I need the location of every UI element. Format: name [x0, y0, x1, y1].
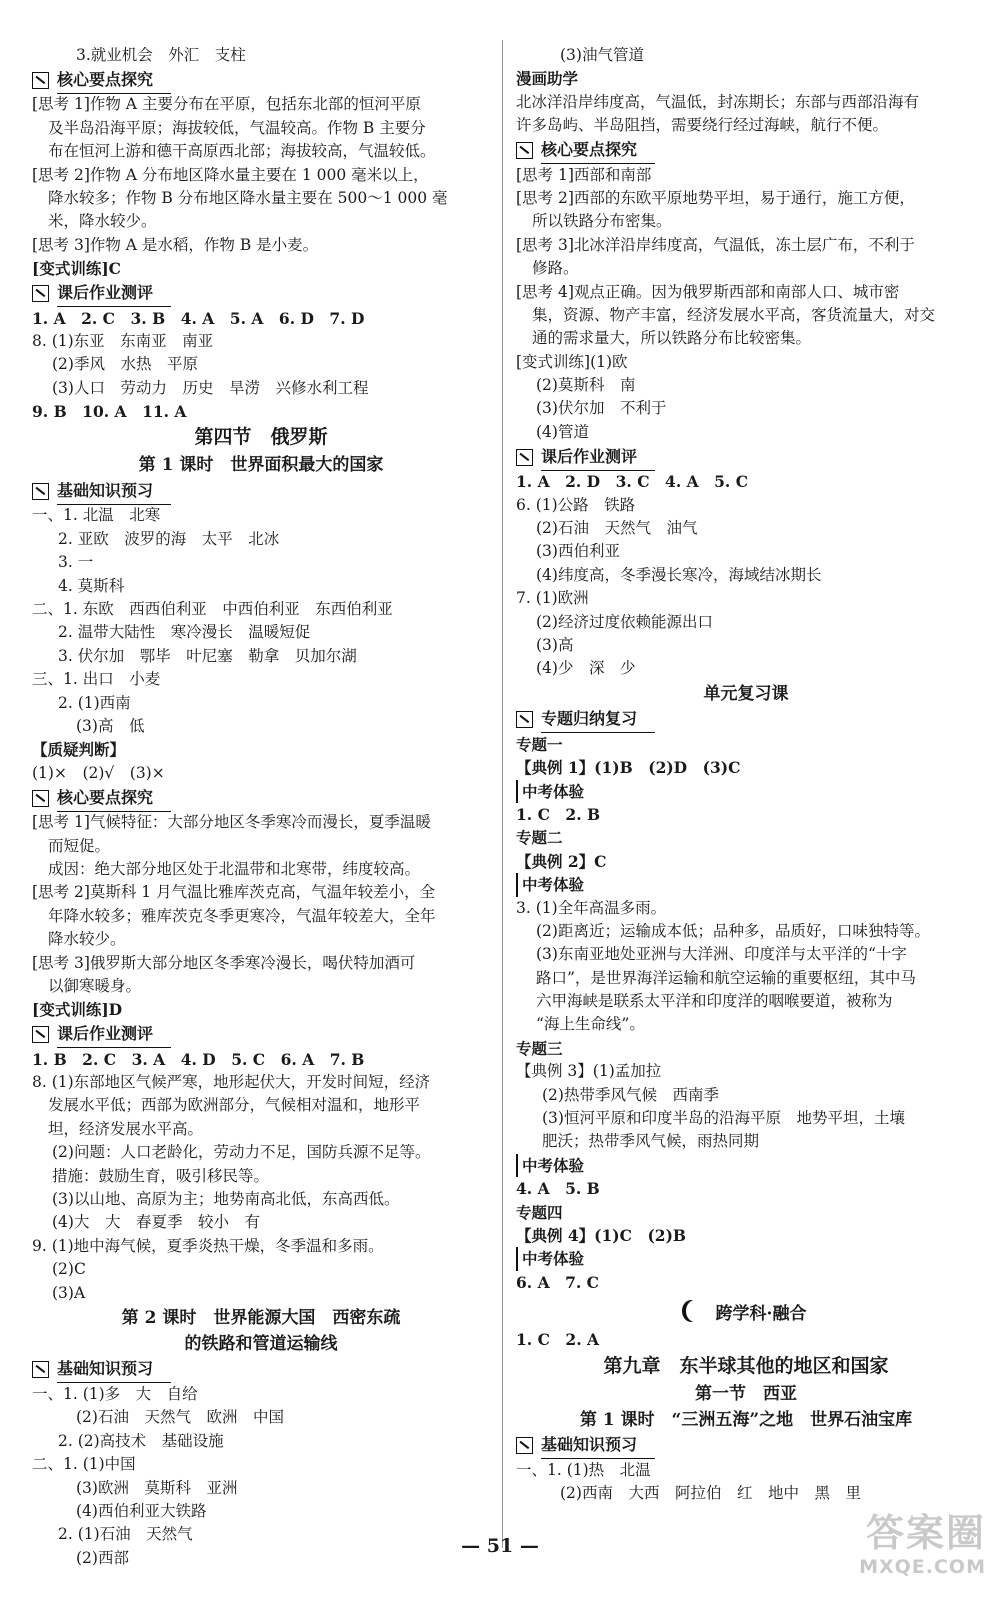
answer-line: 漫画助学 — [516, 69, 579, 89]
pencil-box-icon — [32, 1361, 49, 1378]
section-header — [516, 444, 976, 470]
answer-line: (3)A — [52, 1283, 86, 1302]
answer-line: [思考 1]气候特征：大部分地区冬季寒冷而漫长，夏季温暖 — [32, 813, 431, 832]
answer-line: 【典例 4】(1)C (2)B — [516, 1225, 687, 1245]
pencil-box-icon — [32, 790, 49, 807]
left-column — [32, 44, 490, 1570]
answer-line: (3)恒河平原和印度半岛的沿海平原 地势平坦，土壤 — [542, 1109, 905, 1128]
answer-line: 1. C 2. B — [516, 804, 601, 824]
answer-line: (3)欧洲 莫斯科 亚洲 — [76, 1478, 238, 1497]
answer-line: 9. (1)地中海气候，夏季炎热干燥，冬季温和多雨。 — [32, 1236, 384, 1255]
section-header-label: 课后作业测评 — [57, 1021, 171, 1048]
answer-line: 3. 一 — [58, 553, 94, 572]
answer-line: 米，降水较少。 — [48, 212, 157, 231]
answer-line: 一、1. 北温 北寒 — [32, 506, 161, 525]
exam-experience-text: 中考体验 — [516, 1247, 584, 1270]
answer-line: 而短促。 — [48, 836, 111, 855]
answer-line: 坦，经济发展水平高。 — [48, 1119, 204, 1138]
pencil-box-icon — [32, 72, 49, 89]
lesson-title: 第一节 西亚 — [695, 1383, 797, 1404]
section-header — [32, 785, 490, 811]
answer-line: (2)热带季风气候 西南季 — [542, 1085, 719, 1104]
answer-line: (4)纬度高，冬季漫长寒冷，海域结冰期长 — [536, 565, 822, 584]
column-divider — [502, 40, 503, 1548]
answer-line: 2. (1)石油 天然气 — [58, 1525, 193, 1544]
answer-line: 3.就业机会 外汇 支柱 — [76, 46, 246, 64]
answer-line: 及半岛沿海平原；海拔较低，气温较高。作物 B 主要分 — [48, 118, 426, 137]
section-header-label: 基础知识预习 — [541, 1432, 655, 1459]
answer-line: 2. (1)西南 — [58, 693, 131, 712]
answer-line: (1)× (2)√ (3)× — [32, 763, 165, 782]
answer-line: 发展水平低；西部为欧洲部分，气候相对温和，地形平 — [48, 1096, 421, 1115]
answer-line: 专题三 — [516, 1038, 563, 1058]
section-header-label: 核心要点探究 — [57, 785, 171, 812]
section-header-label: 核心要点探究 — [541, 137, 655, 164]
answer-line: (3)伏尔加 不利于 — [536, 399, 667, 418]
answer-line: 北冰洋沿岸纬度高，气温低，封冻期长；东部与西部沿海有 — [516, 92, 920, 111]
answer-line: (3)高 — [536, 635, 574, 654]
pencil-box-icon — [32, 285, 49, 302]
answer-line: 1. A 2. C 3. B 4. A 5. A 6. D 7. D — [32, 308, 365, 328]
section-header-label: 专题归纳复习 — [541, 706, 655, 733]
answer-line: (2)问题：人口老龄化，劳动力不足，国防兵源不足等。 — [52, 1143, 431, 1162]
section-header — [32, 67, 490, 93]
answer-line: [思考 4]观点正确。因为俄罗斯西部和南部人口、城市密 — [516, 282, 900, 301]
answer-line: 1. C 2. A — [516, 1330, 600, 1350]
answer-line: (4)管道 — [536, 422, 589, 441]
exam-experience-text: 中考体验 — [516, 780, 584, 803]
cross-subject-header — [516, 1294, 976, 1328]
answer-line: [变式训练]C — [32, 259, 122, 279]
answer-line: 肥沃；热带季风气候，雨热同期 — [542, 1132, 760, 1151]
answer-line: 2. (2)高技术 基础设施 — [58, 1431, 224, 1450]
answer-line: (2)C — [52, 1260, 86, 1279]
answer-line: 【典例 3】(1)孟加拉 — [516, 1062, 662, 1081]
answer-line: [思考 2]作物 A 分布地区降水量主要在 1 000 毫米以上， — [32, 165, 429, 184]
answer-line: (2)季风 水热 平原 — [52, 355, 198, 374]
section-header-label: 基础知识预习 — [57, 1356, 171, 1383]
answer-line: 一、1. (1)多 大 自给 — [32, 1384, 198, 1403]
lesson-title: 第 1 课时 世界面积最大的国家 — [138, 455, 384, 476]
cross-subject-label: 跨学科·融合 — [715, 1303, 807, 1324]
exam-experience-label — [516, 780, 976, 803]
answer-line: (4)少 深 少 — [536, 659, 636, 678]
answer-line: 许多岛屿、半岛阻挡，需要绕行经过海峡，航行不便。 — [516, 116, 889, 135]
section-header — [32, 1022, 490, 1048]
answer-line: (3)高 低 — [76, 716, 145, 735]
pencil-box-icon — [32, 1026, 49, 1043]
section-header-label: 课后作业测评 — [57, 280, 171, 307]
lesson-title: 第 2 课时 世界能源大国 西密东疏 — [121, 1307, 401, 1328]
answer-line: 二、1. (1)中国 — [32, 1455, 136, 1474]
answer-line: (2)西南 大西 阿拉伯 红 地中 黑 里 — [560, 1483, 861, 1502]
answer-line: 7. (1)欧洲 — [516, 589, 589, 608]
answer-line: 六甲海峡是联系太平洋和印度洋的咽喉要道，被称为 — [536, 992, 893, 1011]
answer-line: 集，资源、物产丰富，经济发展水平高，客货流量大，对交 — [532, 305, 936, 324]
answer-line: “海上生命线”。 — [536, 1015, 645, 1034]
answer-line: (2)莫斯科 南 — [536, 376, 636, 395]
answer-line: 一、1. (1)热 北温 — [516, 1460, 651, 1479]
answer-line: [变式训练]D — [32, 1000, 123, 1020]
answer-line: (2)经济过度依赖能源出口 — [536, 612, 713, 631]
answer-line: 措施：鼓励生育，吸引移民等。 — [52, 1166, 270, 1185]
section-header — [32, 281, 490, 307]
answer-line: (2)西部 — [76, 1548, 129, 1567]
page-number: — 51 — — [461, 1535, 539, 1557]
answer-line: (3)人口 劳动力 历史 旱涝 兴修水利工程 — [52, 378, 369, 397]
section-header — [32, 478, 490, 504]
pencil-box-icon — [516, 142, 533, 159]
answer-line: 9. B 10. A 11. A — [32, 402, 187, 422]
answer-line: 三、1. 出口 小麦 — [32, 670, 161, 689]
answer-line: [思考 1]作物 A 主要分布在平原，包括东北部的恒河平原 — [32, 95, 421, 114]
answer-line: 以御寒暖身。 — [48, 976, 142, 995]
answer-line: (3)以山地、高原为主；地势南高北低，东高西低。 — [52, 1190, 400, 1209]
answer-line: 6. (1)公路 铁路 — [516, 495, 636, 514]
answer-line: 降水较多；作物 B 分布地区降水量主要在 500～1 000 毫 — [48, 188, 448, 207]
answer-line: (3)西伯利亚 — [536, 542, 620, 561]
section-header-label: 核心要点探究 — [57, 67, 171, 94]
answer-line: 所以铁路分布密集。 — [532, 212, 672, 231]
answer-line: (2)石油 天然气 欧洲 中国 — [76, 1408, 284, 1427]
answer-line: (4)大 大 春夏季 较小 有 — [52, 1213, 260, 1232]
answer-line: [思考 1]西部和南部 — [516, 165, 652, 184]
answer-line: (2)距离近；运输成本低；品种多，品质好，口味独特等。 — [536, 921, 930, 940]
answer-line: 【质疑判断】 — [32, 740, 126, 760]
pencil-box-icon — [32, 483, 49, 500]
section-header-label: 基础知识预习 — [57, 478, 171, 505]
answer-line: [思考 2]莫斯科 1 月气温比雅库茨克高，气温年较差小，全 — [32, 883, 436, 902]
section-header — [32, 1357, 490, 1383]
section-header — [516, 707, 976, 733]
exam-experience-label — [516, 1247, 976, 1270]
answer-line: 8. (1)东亚 东南亚 南亚 — [32, 331, 214, 350]
answer-line: 专题一 — [516, 734, 563, 754]
answer-line: 3. (1)全年高温多雨。 — [516, 898, 667, 917]
answer-line: 布在恒河上游和德干高原西北部；海拔较高，气温较低。 — [48, 142, 436, 161]
answer-line: 专题四 — [516, 1202, 563, 1222]
answer-line: [思考 3]北冰洋沿岸纬度高，气温低，冻土层广布，不利于 — [516, 235, 915, 254]
answer-line: 3. 伏尔加 鄂毕 叶尼塞 勒拿 贝加尔湖 — [58, 646, 357, 665]
exam-experience-text: 中考体验 — [516, 1154, 584, 1177]
section-header-label: 课后作业测评 — [541, 444, 655, 471]
answer-line: [思考 3]作物 A 是水稻，作物 B 是小麦。 — [32, 235, 319, 254]
answer-line: 6. A 7. C — [516, 1272, 600, 1292]
answer-line: (3)东南亚地处亚洲与大洋洲、印度洋与太平洋的“十字 — [536, 945, 907, 964]
answer-line: (3)油气管道 — [560, 46, 644, 64]
exam-experience-text: 中考体验 — [516, 873, 584, 896]
answer-line: 专题二 — [516, 828, 563, 848]
answer-line: 1. B 2. C 3. A 4. D 5. C 6. A 7. B — [32, 1049, 365, 1069]
exam-experience-label — [516, 873, 976, 896]
answer-line: [变式训练](1)欧 — [516, 352, 628, 371]
section-title: 第九章 东半球其他的地区和国家 — [603, 1354, 889, 1377]
answer-line: 2. 亚欧 波罗的海 太平 北冰 — [58, 529, 280, 548]
answer-line: 通的需求量大，所以铁路分布比较密集。 — [532, 329, 812, 348]
section-title: 第四节 俄罗斯 — [194, 426, 328, 449]
answer-line: 2. 温带大陆性 寒冷漫长 温暖短促 — [58, 623, 311, 642]
answer-line: 4. 莫斯科 — [58, 576, 125, 595]
lesson-title: 的铁路和管道运输线 — [184, 1333, 338, 1354]
answer-line: (2)石油 天然气 油气 — [536, 519, 698, 538]
answer-line: 二、1. 东欧 西西伯利亚 中西伯利亚 东西伯利亚 — [32, 600, 393, 619]
watermark-logo: 答案圈 MXQE.COM — [859, 1510, 986, 1578]
answer-line: 8. (1)东部地区气候严寒，地形起伏大，开发时间短，经济 — [32, 1073, 431, 1092]
lesson-title: 单元复习课 — [703, 683, 789, 704]
answer-line: 4. A 5. B — [516, 1179, 600, 1199]
answer-line: 路口”，是世界海洋运输和航空运输的重要枢纽，其中马 — [536, 968, 916, 987]
answer-line: 成因：绝大部分地区处于北温带和北寒带，纬度较高。 — [48, 859, 421, 878]
pencil-box-icon — [516, 1437, 533, 1454]
answer-line: 修路。 — [532, 259, 579, 278]
answer-line: 年降水较多；雅库茨克冬季更寒冷，气温年较差大，全年 — [48, 906, 436, 925]
answer-line: 【典例 1】(1)B (2)D (3)C — [516, 758, 741, 778]
section-header — [516, 138, 976, 164]
answer-line: 【典例 2】C — [516, 851, 607, 871]
answer-line: [思考 2]西部的东欧平原地势平坦，易于通行，施工方便， — [516, 188, 915, 207]
lesson-title: 第 1 课时 “三洲五海”之地 世界石油宝库 — [579, 1409, 913, 1430]
answer-line: [思考 3]俄罗斯大部分地区冬季寒冷漫长，喝伏特加酒可 — [32, 953, 416, 972]
answer-line: 降水较少。 — [48, 930, 126, 949]
pencil-box-icon — [516, 711, 533, 728]
pencil-box-icon — [516, 449, 533, 466]
answer-line: 1. A 2. D 3. C 4. A 5. C — [516, 472, 749, 492]
crescent-icon — [686, 1300, 704, 1322]
right-column — [516, 44, 976, 1505]
exam-experience-label — [516, 1154, 976, 1177]
section-header — [516, 1433, 976, 1459]
answer-line: (4)西伯利亚大铁路 — [76, 1501, 207, 1520]
